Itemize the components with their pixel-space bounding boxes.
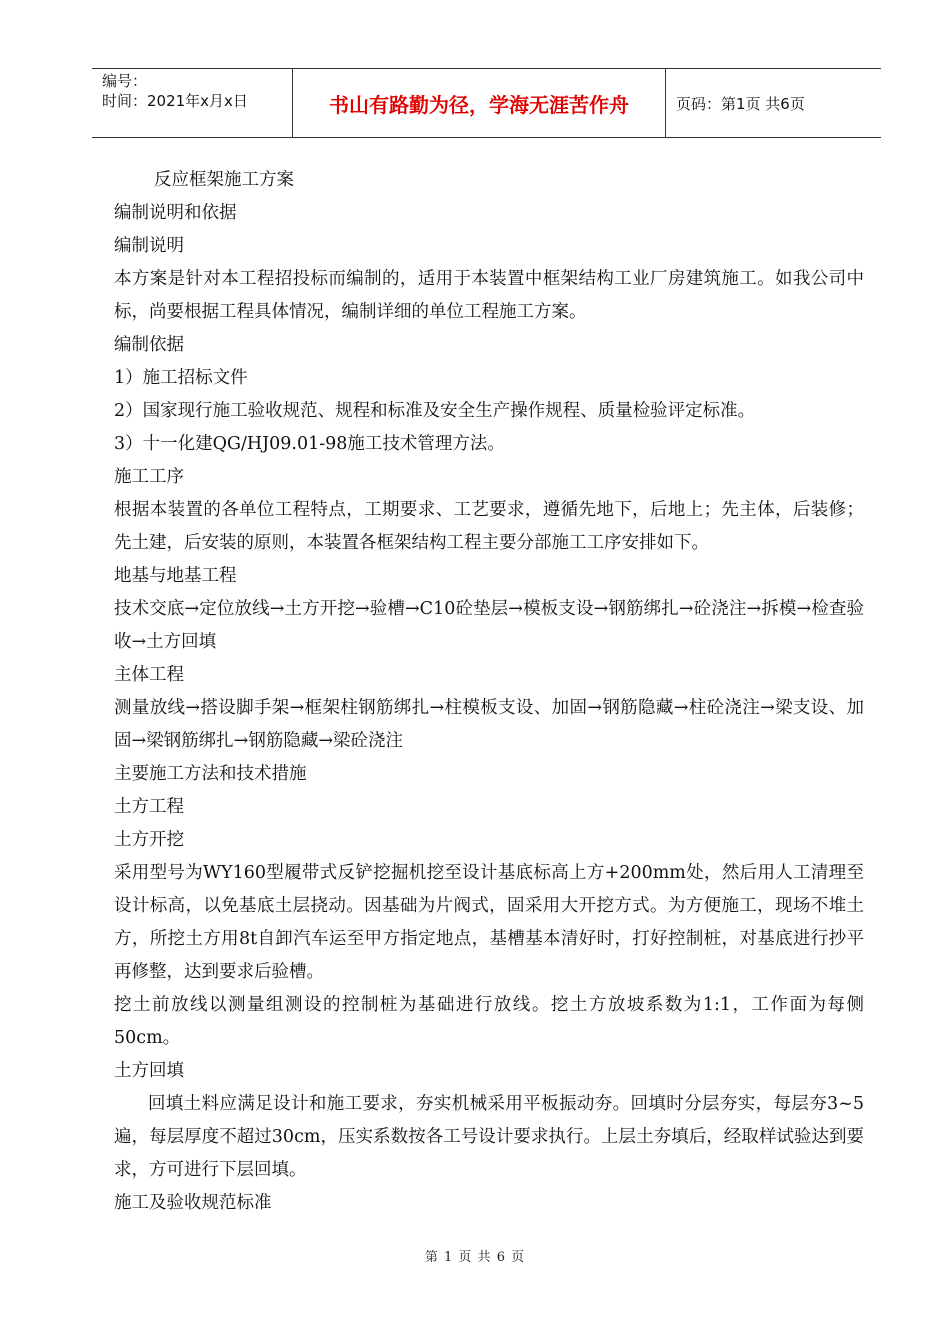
header-meta [92,69,292,137]
header-motto: 书山有路勤为径，学海无涯苦作舟 [292,69,666,137]
heading-methods: 主要施工方法和技术措施 [114,764,307,784]
heading-standards: 施工及验收规范标准 [114,1193,272,1213]
time-label: 时间：2021年x月x日 [102,92,248,110]
number-label: 编号： [102,72,148,90]
paragraph-excavation: 采用型号为WY160型履带式反铲挖掘机挖至设计基底标高上方+200mm处，然后用人工清理至设计标高，以免基底土层挠动。因基础为片阀式，固采用大开挖方式。为方便施工，现场不堆土方，所挖土方用8t自卸汽车运至甲方指定地点，基槽基本清好时，打好控制桩，对基底进行抄平再修整，达到要求后验槽。 [114,863,864,982]
page-header [92,68,881,138]
basis-item-2: 2）国家现行施工验收规范、规程和标准及安全生产操作规程、质量检验评定标准。 [114,401,756,421]
heading-sequence: 施工工序 [114,467,184,487]
paragraph-backfill: 回填土料应满足设计和施工要求，夯实机械采用平板振动夯。回填时分层夯实，每层夯3~5遍，每层厚度不超过30cm，压实系数按各工号设计要求执行。上层土夯填后，经取样试验达到要求，方可进行下层回填。 [114,1094,864,1180]
paragraph-main-structure: 测量放线→搭设脚手架→框架柱钢筋绑扎→柱模板支设、加固→钢筋隐藏→柱砼浇注→梁支设、加固→梁钢筋绑扎→钢筋隐藏→梁砼浇注 [114,698,864,751]
paragraph-layout: 挖土前放线以测量组测设的控制桩为基础进行放线。挖土方放坡系数为1:1，工作面为每侧50cm。 [114,995,864,1048]
heading-description: 编制说明 [114,236,184,256]
header-page-label: 页码：第1页 共6页 [676,94,805,113]
document-title: 反应框架施工方案 [154,170,294,190]
heading-basis: 编制依据 [114,335,184,355]
basis-item-1: 1）施工招标文件 [114,368,248,388]
heading-excavation: 土方开挖 [114,830,184,850]
page-footer: 第 1 页 共 6 页 [424,1250,526,1265]
basis-item-3: 3）十一化建QG/HJ09.01-98施工技术管理方法。 [114,434,505,454]
document-body [114,164,864,1220]
heading-prep: 编制说明和依据 [114,203,237,223]
heading-earthwork: 土方工程 [114,797,184,817]
paragraph-sequence: 根据本装置的各单位工程特点，工期要求、工艺要求，遵循先地下，后地上；先主体，后装修；先土建，后安装的原则，本装置各框架结构工程主要分部施工工序安排如下。 [114,500,864,553]
heading-backfill: 土方回填 [114,1061,184,1081]
heading-foundation: 地基与地基工程 [114,566,237,586]
paragraph-description: 本方案是针对本工程招投标而编制的，适用于本装置中框架结构工业厂房建筑施工。如我公司中标，尚要根据工程具体情况，编制详细的单位工程施工方案。 [114,269,864,322]
heading-main-structure: 主体工程 [114,665,184,685]
paragraph-foundation: 技术交底→定位放线→土方开挖→验槽→C10砼垫层→模板支设→钢筋绑扎→砼浇注→拆模→检查验收→土方回填 [114,599,864,652]
